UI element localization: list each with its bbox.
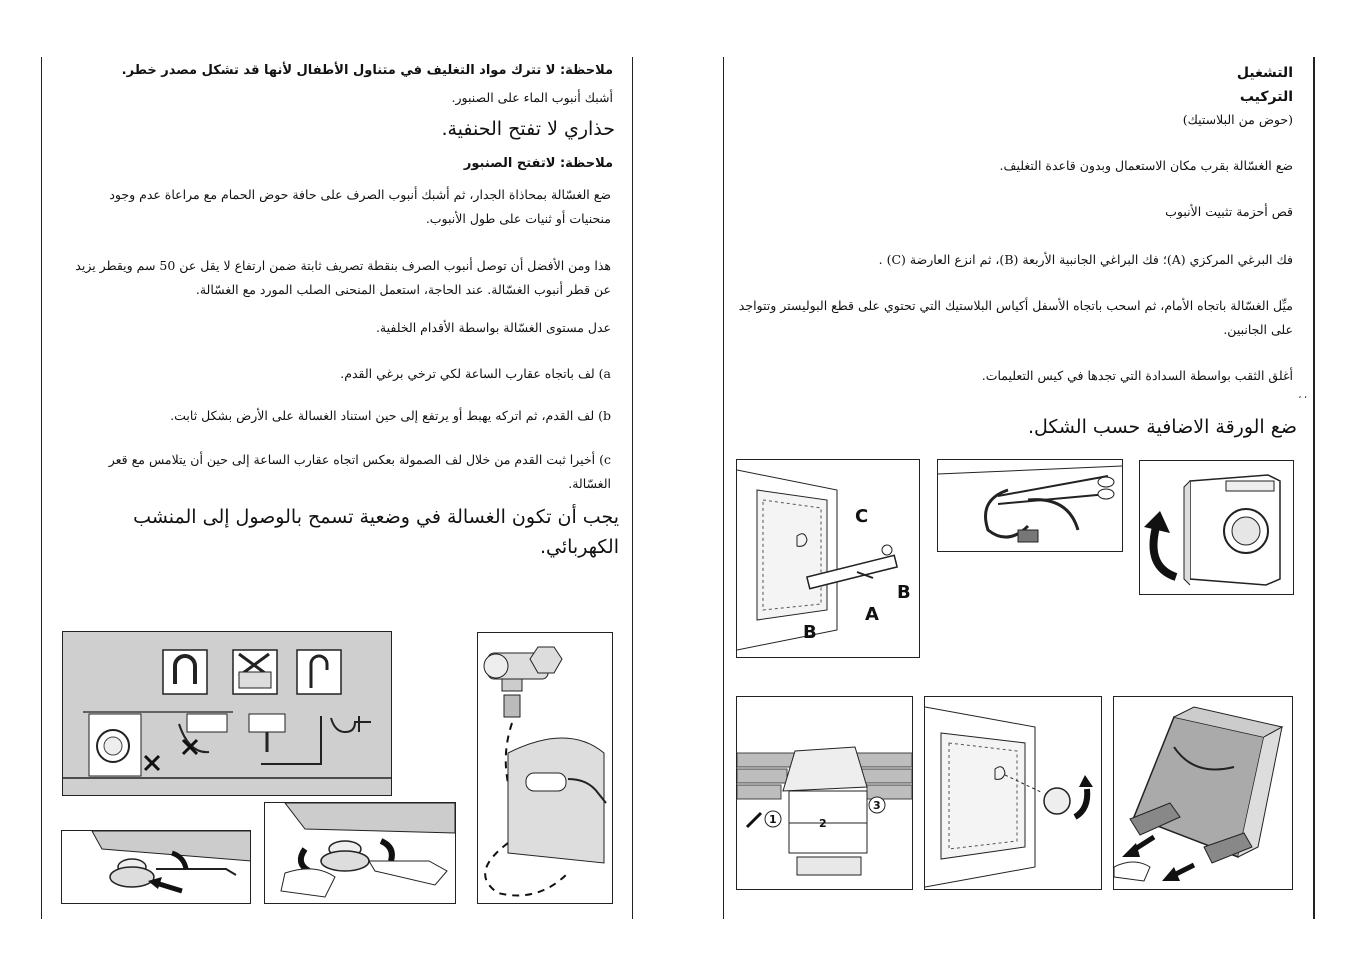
step-place-text: ضع الغسّالة بقرب مكان الاستعمال وبدون قاعدة التغليف. — [999, 158, 1293, 173]
step-number-2: 2 — [819, 817, 827, 830]
step-tilt-text: ميِّل الغسّالة باتجاه الأمام، ثم اسحب باتجاه الأسفل أكياس البلاستيك التي تحتوي على قطع البوليستر وتتواجد على الجانبين. — [738, 298, 1293, 337]
heading-install: التركيب — [1239, 89, 1293, 105]
step-sheet-text: ضع الورقة الاضافية حسب الشكل. — [1027, 416, 1297, 438]
step-b-text: b) لف القدم، ثم اتركه يهبط أو يرتفع إلى حين استناد الغسالة على الأرض بشكل ثابت. — [170, 408, 611, 423]
heading-operation: التشغيل — [1236, 65, 1293, 81]
machine-lift-figure — [1139, 460, 1294, 595]
warning-tap: حذاري لا تفتح الحنفية. — [441, 118, 615, 140]
step-close-text: أغلق الثقب بواسطة السدادة التي تجدها في كيس التعليمات. — [981, 368, 1293, 383]
packing-removal-figure — [736, 696, 913, 890]
drain-hose-diagram — [62, 631, 392, 796]
step-c-text: c) أخيرا ثبت القدم من خلال لف الصمولة بعكس اتجاه عقارب الساعة إلى حين أن يتلامس مع قعر الغسّالة. — [108, 452, 611, 491]
transit-bracket-figure — [736, 459, 920, 658]
note-tap: ملاحظة: لاتفتح الصنبور — [463, 156, 613, 171]
foot-adjust-figure-a — [61, 830, 251, 904]
step-number-1: 1 — [769, 813, 777, 826]
label-b-left: B — [803, 622, 817, 643]
center-left-line — [632, 57, 633, 919]
left-margin-line — [41, 57, 42, 919]
note-packaging: ملاحظة: لا تترك مواد التغليف في متناول الأطفال لأنها قد تشكل مصدر خطر. — [121, 63, 613, 78]
tilt-machine-figure — [1113, 696, 1293, 890]
stray-mark: ، ، — [1298, 391, 1307, 401]
label-c: C — [855, 506, 869, 527]
place-machine-text: ضع الغسّالة بمحاذاة الجدار، ثم أشبك أنبوب الصرف على حافة حوض الحمام مع مراعاة عدم وجود منحنيات أو ثنيات على طول الأنبوب. — [109, 187, 611, 226]
right-margin-line — [1313, 57, 1315, 919]
level-feet-text: عدل مستوى الغسّالة بواسطة الأقدام الخلفية. — [375, 320, 611, 335]
label-a: A — [865, 604, 879, 625]
plug-hole-figure — [924, 696, 1102, 890]
cut-straps-figure — [937, 459, 1123, 552]
step-screws-text: فك البرغي المركزي (A)؛ فك البراغي الجانبية الأربعة (B)، ثم انزع العارضة (C) . — [878, 252, 1293, 267]
center-right-line — [723, 57, 724, 919]
step-cut-text: قص أحزمة تثبيت الأنبوب — [1165, 204, 1293, 219]
connect-hose-text: أشبك أنبوب الماء على الصنبور. — [451, 90, 613, 105]
tap-hose-figure — [477, 632, 613, 904]
step-a-text: a) لف باتجاه عقارب الساعة لكي ترخي برغي القدم. — [340, 366, 611, 381]
foot-adjust-figure-b — [264, 802, 456, 904]
subheading-plastic-tub: (حوض من البلاستيك) — [1182, 112, 1293, 127]
drain-connection-text: هذا ومن الأفضل أن توصل أنبوب الصرف بنقطة تصريف ثابتة ضمن ارتفاع لا يقل عن 50 سم ويقطر يزيد عن قطر أنبوب الغسّالة. عند الحاجة، استعمل المنحنى الصلب المورد مع الغسّالة. — [75, 258, 611, 297]
socket-access-text: يجب أن تكون الغسالة في وضعية تسمح بالوصول إلى المنشب الكهربائي. — [133, 506, 619, 558]
label-b-right: B — [897, 582, 911, 603]
step-number-3: 3 — [873, 799, 881, 812]
